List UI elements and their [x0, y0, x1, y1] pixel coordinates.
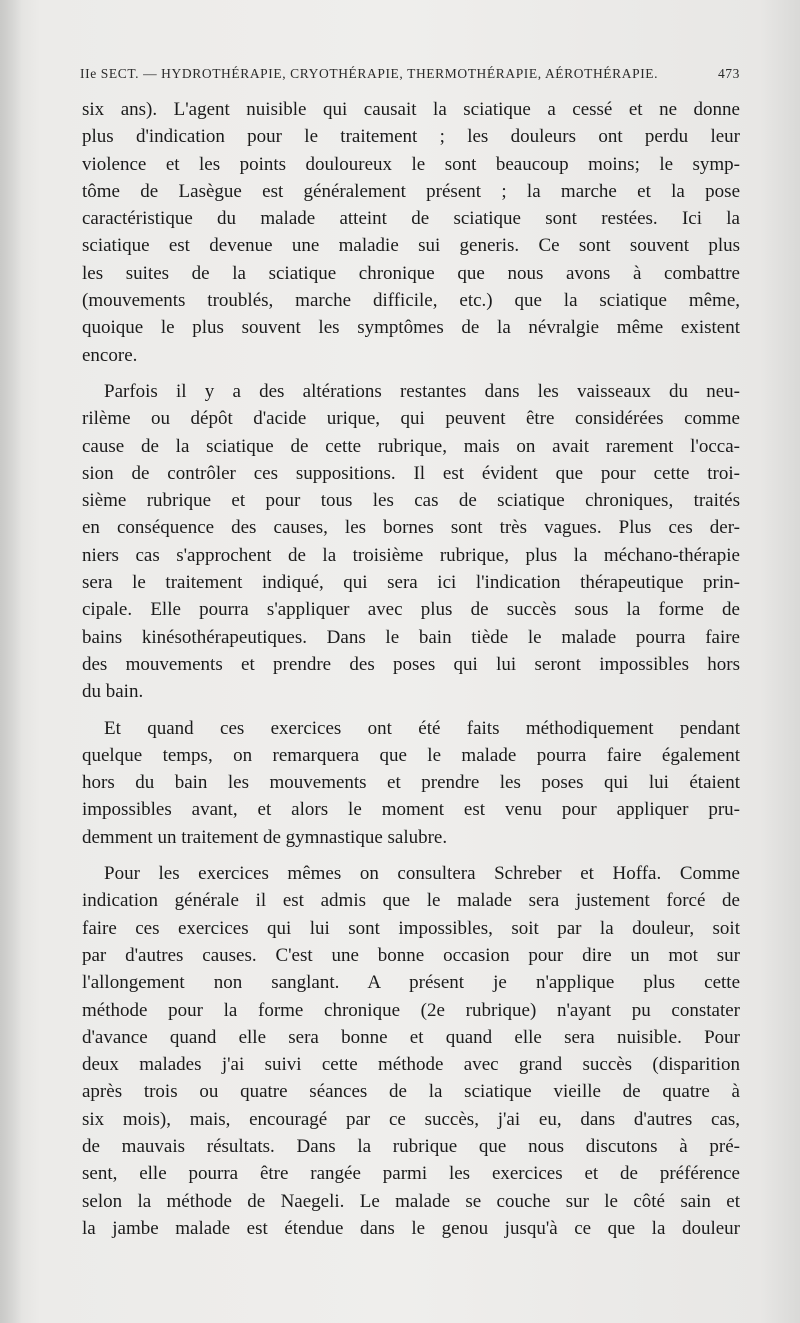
body-text — [82, 96, 740, 1242]
paragraph-2 — [82, 378, 740, 706]
page-gutter-shadow — [0, 0, 22, 1323]
text-line: plus d'indication pour le traitement ; les douleurs ont perdu leur — [82, 126, 740, 148]
text-line: sion de contrôler ces suppositions. Il est évident que pour cette troi- — [82, 462, 740, 484]
text-line: caractéristique du malade atteint de sciatique sont restées. Ici la — [82, 208, 740, 230]
text-line: selon la méthode de Naegeli. Le malade se couche sur le côté sain et — [82, 1190, 740, 1212]
text-line: la jambe malade est étendue dans le genou jusqu'à ce que la douleur — [82, 1217, 740, 1239]
text-line: d'avance quand elle sera bonne et quand elle sera nuisible. Pour — [82, 1026, 740, 1048]
text-line: cipale. Elle pourra s'appliquer avec plus de succès sous la forme de — [82, 599, 740, 621]
text-line: impossibles avant, et alors le moment est venu pour appliquer pru- — [82, 799, 740, 821]
text-line: encore. — [82, 344, 138, 366]
text-line: demment un traitement de gymnastique salubre. — [82, 826, 448, 848]
text-line: de mauvais résultats. Dans la rubrique que nous discutons à pré- — [82, 1135, 740, 1157]
text-line: tôme de Lasègue est généralement présent ; la marche et la pose — [82, 180, 740, 202]
text-line: six ans). L'agent nuisible qui causait la sciatique a cessé et ne donne — [82, 99, 740, 120]
text-line: Pour les exercices mêmes on consultera Schreber et Hoffa. Comme — [104, 863, 740, 885]
text-line: (mouvements troublés, marche difficile, etc.) que la sciatique même, — [82, 290, 740, 312]
text-line: quoique le plus souvent les symptômes de la névralgie même existent — [82, 317, 740, 339]
text-line: des mouvements et prendre des poses qui lui seront impossibles hors — [82, 653, 740, 675]
text-line: par d'autres causes. C'est une bonne occasion pour dire un mot sur — [82, 944, 740, 966]
paragraph-4 — [82, 860, 740, 1242]
text-line: six mois), mais, encouragé par ce succès, j'ai eu, dans d'autres cas, — [82, 1108, 740, 1130]
text-line: sent, elle pourra être rangée parmi les exercices et de préférence — [82, 1163, 740, 1185]
page-number: 473 — [717, 66, 740, 81]
text-line: sième rubrique et pour tous les cas de sciatique chroniques, traités — [82, 490, 740, 512]
text-line: méthode pour la forme chronique (2e rubrique) n'ayant pu constater — [82, 999, 740, 1021]
text-line: bains kinésothérapeutiques. Dans le bain tiède le malade pourra faire — [82, 626, 740, 648]
text-line: Parfois il y a des altérations restantes dans les vaisseaux du neu- — [104, 380, 740, 402]
text-line: hors du bain les mouvements et prendre les poses qui lui étaient — [82, 772, 740, 794]
text-line: quelque temps, on remarquera que le malade pourra faire également — [82, 744, 740, 766]
text-line: faire ces exercices qui lui sont impossibles, soit par la douleur, soit — [82, 917, 740, 939]
text-line: Et quand ces exercices ont été faits méthodiquement pendant — [104, 717, 740, 739]
text-line: sciatique est devenue une maladie sui generis. Ce sont souvent plus — [82, 235, 740, 257]
text-line: deux malades j'ai suivi cette méthode avec grand succès (disparition — [82, 1054, 740, 1076]
text-line: les suites de la sciatique chronique que nous avons à combattre — [82, 262, 740, 284]
text-line: l'allongement non sanglant. A présent je n'applique plus cette — [82, 972, 740, 994]
text-line: rilème ou dépôt d'acide urique, qui peuvent être considérées comme — [82, 408, 740, 430]
text-line: du bain. — [82, 681, 144, 703]
running-header — [80, 66, 740, 90]
text-line: niers cas s'approchent de la troisième rubrique, plus la méchano-thérapie — [82, 544, 740, 566]
paragraph-3 — [82, 715, 740, 851]
text-line: violence et les points douloureux le sont beaucoup moins; le symp- — [82, 153, 740, 175]
text-line: après trois ou quatre séances de la sciatique vieille de quatre à — [82, 1081, 740, 1103]
section-title: IIe SECT. — HYDROTHÉRAPIE, CRYOTHÉRAPIE, THERMOTHÉRAPIE, AÉROTHÉRAPIE. — [80, 66, 659, 81]
text-line: indication générale il est admis que le malade sera justement forcé de — [82, 890, 740, 912]
text-line: sera le traitement indiqué, qui sera ici l'indication thérapeutique prin- — [82, 572, 740, 594]
text-line: cause de la sciatique de cette rubrique, mais on avait rarement l'occa- — [82, 435, 740, 457]
paragraph-1 — [82, 96, 740, 369]
text-line: en conséquence des causes, les bornes sont très vagues. Plus ces der- — [82, 517, 740, 539]
